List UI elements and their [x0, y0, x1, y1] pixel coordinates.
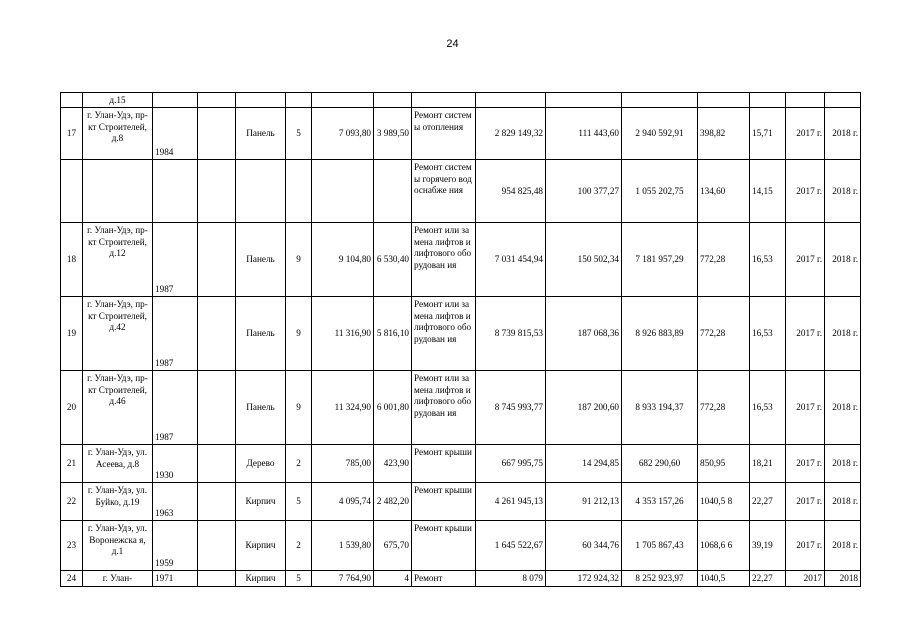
start-year-cell: 2017 г.	[786, 297, 825, 371]
living-area-cell: 6 001,80	[374, 371, 412, 445]
start-year-cell	[786, 93, 825, 108]
ratio-cell	[750, 93, 786, 108]
row-number: 19	[61, 297, 83, 371]
total-area-cell	[312, 160, 374, 223]
cost-per-sqm-cell: 850,95	[698, 445, 750, 483]
total-area-cell: 11 316,90	[312, 297, 374, 371]
end-year-cell: 2018 г.	[825, 445, 861, 483]
total-cost-cell: 4 353 157,26	[622, 483, 698, 521]
start-year-cell: 2017 г.	[786, 371, 825, 445]
start-year-cell: 2017 г.	[786, 160, 825, 223]
build-year-cell: 1984	[153, 108, 198, 160]
total-area-cell: 4 095,74	[312, 483, 374, 521]
total-cost-cell	[622, 93, 698, 108]
estimate-cost-cell: 14 294,85	[546, 445, 622, 483]
work-type-cell: Ремонт или замена лифтов и лифтового оборудован ия	[412, 371, 476, 445]
living-area-cell: 675,70	[374, 521, 412, 571]
blank-cell	[198, 483, 236, 521]
estimate-cost-cell: 187 200,60	[546, 371, 622, 445]
total-cost-cell: 8 933 194,37	[622, 371, 698, 445]
estimate-cost-cell: 91 212,13	[546, 483, 622, 521]
table-row	[61, 571, 861, 586]
ratio-cell: 39,19	[750, 521, 786, 571]
address-cell: г. Улан-Удэ, ул. Буйко, д.19	[83, 483, 153, 521]
ratio-cell: 22,27	[750, 571, 786, 586]
estimate-cost-cell: 187 068,36	[546, 297, 622, 371]
table-row	[61, 371, 861, 445]
table-row	[61, 223, 861, 297]
total-area-cell: 7 093,80	[312, 108, 374, 160]
work-type-cell: Ремонт или замена лифтов и лифтового оборудован ия	[412, 223, 476, 297]
end-year-cell: 2018 г.	[825, 160, 861, 223]
wall-material-cell	[236, 93, 286, 108]
work-cost-cell: 7 031 454,94	[476, 223, 546, 297]
floors-cell: 2	[286, 445, 312, 483]
total-area-cell: 785,00	[312, 445, 374, 483]
work-type-cell: Ремонт или замена лифтов и лифтового оборудован ия	[412, 297, 476, 371]
start-year-cell: 2017 г.	[786, 483, 825, 521]
ratio-cell: 16,53	[750, 297, 786, 371]
address-cell	[83, 160, 153, 223]
floors-cell: 5	[286, 483, 312, 521]
row-number: 22	[61, 483, 83, 521]
wall-material-cell: Панель	[236, 223, 286, 297]
estimate-cost-cell	[546, 93, 622, 108]
table-row	[61, 445, 861, 483]
work-cost-cell: 8 739 815,53	[476, 297, 546, 371]
row-number: 24	[61, 571, 83, 586]
address-cell: г. Улан-Удэ, ул. Воронежска я, д.1	[83, 521, 153, 571]
end-year-cell: 2018 г.	[825, 297, 861, 371]
work-cost-cell: 8 745 993,77	[476, 371, 546, 445]
address-cell: г. Улан-Удэ, пр-кт Строителей, д.8	[83, 108, 153, 160]
build-year-cell: 1959	[153, 521, 198, 571]
end-year-cell: 2018 г.	[825, 521, 861, 571]
blank-cell	[198, 93, 236, 108]
floors-cell: 9	[286, 223, 312, 297]
floors-cell: 5	[286, 571, 312, 586]
cost-per-sqm-cell: 772,28	[698, 371, 750, 445]
table-row	[61, 160, 861, 223]
wall-material-cell: Панель	[236, 108, 286, 160]
estimate-cost-cell: 172 924,32	[546, 571, 622, 586]
living-area-cell: 423,90	[374, 445, 412, 483]
total-area-cell: 11 324,90	[312, 371, 374, 445]
start-year-cell: 2017 г.	[786, 521, 825, 571]
table-row	[61, 108, 861, 160]
build-year-cell: 1987	[153, 371, 198, 445]
end-year-cell: 2018 г.	[825, 371, 861, 445]
living-area-cell: 2 482,20	[374, 483, 412, 521]
table-row	[61, 297, 861, 371]
row-number	[61, 160, 83, 223]
ratio-cell: 18,21	[750, 445, 786, 483]
work-type-cell	[412, 93, 476, 108]
work-type-cell: Ремонт	[412, 571, 476, 586]
start-year-cell: 2017 г.	[786, 108, 825, 160]
living-area-cell	[374, 93, 412, 108]
row-number: 23	[61, 521, 83, 571]
end-year-cell: 2018	[825, 571, 861, 586]
table-row	[61, 483, 861, 521]
total-cost-cell: 682 290,60	[622, 445, 698, 483]
blank-cell	[198, 371, 236, 445]
row-number	[61, 93, 83, 108]
living-area-cell: 5 816,10	[374, 297, 412, 371]
address-cell: г. Улан-Удэ, ул. Асеева, д.8	[83, 445, 153, 483]
total-cost-cell: 1 055 202,75	[622, 160, 698, 223]
address-cell: г. Улан-Удэ, пр-кт Строителей, д.12	[83, 223, 153, 297]
work-cost-cell	[476, 93, 546, 108]
build-year-cell: 1987	[153, 297, 198, 371]
total-cost-cell: 8 252 923,97	[622, 571, 698, 586]
blank-cell	[198, 160, 236, 223]
cost-per-sqm-cell: 772,28	[698, 297, 750, 371]
wall-material-cell: Дерево	[236, 445, 286, 483]
floors-cell: 2	[286, 521, 312, 571]
build-year-cell: 1987	[153, 223, 198, 297]
start-year-cell: 2017	[786, 571, 825, 586]
work-cost-cell: 954 825,48	[476, 160, 546, 223]
row-number: 18	[61, 223, 83, 297]
living-area-cell	[374, 160, 412, 223]
work-cost-cell: 667 995,75	[476, 445, 546, 483]
start-year-cell: 2017 г.	[786, 445, 825, 483]
cost-per-sqm-cell: 134,60	[698, 160, 750, 223]
work-type-cell: Ремонт системы горячего водоснабже ния	[412, 160, 476, 223]
build-year-cell: 1930	[153, 445, 198, 483]
ratio-cell: 14,15	[750, 160, 786, 223]
wall-material-cell: Кирпич	[236, 571, 286, 586]
address-cell: г. Улан-	[83, 571, 153, 586]
blank-cell	[198, 297, 236, 371]
build-year-cell: 1963	[153, 483, 198, 521]
work-type-cell: Ремонт крыши	[412, 483, 476, 521]
cost-per-sqm-cell	[698, 93, 750, 108]
repair-table	[60, 92, 860, 587]
estimate-cost-cell: 100 377,27	[546, 160, 622, 223]
end-year-cell	[825, 93, 861, 108]
estimate-cost-cell: 60 344,76	[546, 521, 622, 571]
estimate-cost-cell: 150 502,34	[546, 223, 622, 297]
total-cost-cell: 2 940 592,91	[622, 108, 698, 160]
cost-per-sqm-cell: 1040,5	[698, 571, 750, 586]
cost-per-sqm-cell: 1040,5 8	[698, 483, 750, 521]
wall-material-cell: Панель	[236, 297, 286, 371]
row-number: 17	[61, 108, 83, 160]
wall-material-cell	[236, 160, 286, 223]
wall-material-cell: Кирпич	[236, 483, 286, 521]
cost-per-sqm-cell: 1068,6 6	[698, 521, 750, 571]
ratio-cell: 15,71	[750, 108, 786, 160]
ratio-cell: 22,27	[750, 483, 786, 521]
build-year-cell: 1971	[153, 571, 198, 586]
living-area-cell: 3 989,50	[374, 108, 412, 160]
work-cost-cell: 4 261 945,13	[476, 483, 546, 521]
total-cost-cell: 8 926 883,89	[622, 297, 698, 371]
floors-cell: 9	[286, 371, 312, 445]
blank-cell	[198, 571, 236, 586]
address-cell: д.15	[83, 93, 153, 108]
blank-cell	[198, 445, 236, 483]
total-cost-cell: 7 181 957,29	[622, 223, 698, 297]
estimate-cost-cell: 111 443,60	[546, 108, 622, 160]
total-cost-cell: 1 705 867,43	[622, 521, 698, 571]
start-year-cell: 2017 г.	[786, 223, 825, 297]
total-area-cell: 9 104,80	[312, 223, 374, 297]
table-row	[61, 521, 861, 571]
floors-cell: 5	[286, 108, 312, 160]
build-year-cell	[153, 93, 198, 108]
wall-material-cell: Панель	[236, 371, 286, 445]
work-cost-cell: 8 079	[476, 571, 546, 586]
row-number: 20	[61, 371, 83, 445]
work-type-cell: Ремонт крыши	[412, 445, 476, 483]
wall-material-cell: Кирпич	[236, 521, 286, 571]
address-cell: г. Улан-Удэ, пр-кт Строителей, д.46	[83, 371, 153, 445]
row-number: 21	[61, 445, 83, 483]
table-row	[61, 93, 861, 108]
living-area-cell: 6 530,40	[374, 223, 412, 297]
work-type-cell: Ремонт системы отопления	[412, 108, 476, 160]
blank-cell	[198, 223, 236, 297]
blank-cell	[198, 108, 236, 160]
cost-per-sqm-cell: 398,82	[698, 108, 750, 160]
total-area-cell: 1 539,80	[312, 521, 374, 571]
work-cost-cell: 2 829 149,32	[476, 108, 546, 160]
floors-cell	[286, 93, 312, 108]
end-year-cell: 2018 г.	[825, 483, 861, 521]
cost-per-sqm-cell: 772,28	[698, 223, 750, 297]
end-year-cell: 2018 г.	[825, 223, 861, 297]
ratio-cell: 16,53	[750, 223, 786, 297]
total-area-cell: 7 764,90	[312, 571, 374, 586]
floors-cell: 9	[286, 297, 312, 371]
build-year-cell	[153, 160, 198, 223]
address-cell: г. Улан-Удэ, пр-кт Строителей, д.42	[83, 297, 153, 371]
total-area-cell	[312, 93, 374, 108]
end-year-cell: 2018 г.	[825, 108, 861, 160]
work-cost-cell: 1 645 522,67	[476, 521, 546, 571]
floors-cell	[286, 160, 312, 223]
blank-cell	[198, 521, 236, 571]
ratio-cell: 16,53	[750, 371, 786, 445]
page-number: 24	[446, 38, 459, 50]
living-area-cell: 4	[374, 571, 412, 586]
work-type-cell: Ремонт крыши	[412, 521, 476, 571]
